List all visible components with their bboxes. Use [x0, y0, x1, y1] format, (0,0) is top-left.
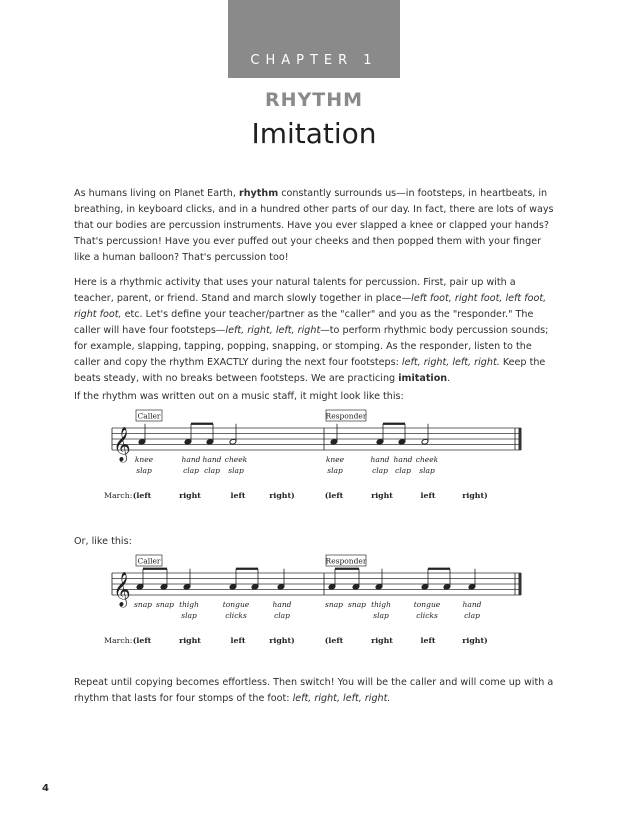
sound-label: snap [134, 600, 152, 609]
sound-label-line2: clap [183, 466, 199, 475]
text-run: As humans living on Planet Earth, [74, 188, 239, 199]
march-step: (left [324, 636, 344, 645]
rhythm-staff-example-2 [0, 553, 628, 663]
paragraph-staff-intro [74, 389, 558, 405]
chapter-label: CHAPTER 1 [250, 53, 378, 68]
march-step: right [371, 636, 393, 645]
page-number: 4 [42, 783, 49, 794]
treble-clef-icon: 𝄞 [113, 427, 131, 462]
sound-label: cheek [224, 455, 248, 464]
page-title: Imitation [251, 117, 377, 150]
sound-label: hand [272, 600, 292, 609]
sound-label-line2: slap [136, 466, 152, 475]
caller-label: Caller [137, 411, 161, 421]
sound-label-line2: slap [181, 611, 197, 620]
march-step: left [230, 491, 246, 500]
sound-label-line2: clap [395, 466, 411, 475]
responder-label: Responder [325, 411, 367, 421]
march-step: right [371, 491, 393, 500]
march-step: left [420, 491, 436, 500]
rhythm-staff-example-1 [0, 408, 628, 518]
treble-clef-icon: 𝄞 [113, 572, 131, 607]
text-run: left, right, left, right. [292, 693, 391, 704]
sound-label-line2: clap [204, 466, 220, 475]
sound-label: thigh [371, 600, 391, 609]
sound-label: snap [325, 600, 343, 609]
sound-label: tongue [222, 600, 250, 609]
sound-label: tongue [413, 600, 441, 609]
text-run: Repeat until copying becomes effortless. Then switch! You will be the caller and will come up with a rhythm that lasts for four stomps of the foot: [74, 677, 554, 704]
march-step: (left [132, 491, 152, 500]
paragraph-alternative [74, 534, 558, 550]
responder-label: Responder [325, 556, 367, 566]
text-run: —to perform rhythmic body percussion sounds; for example, slapping, tapping, popping, snapping, or stomping. As the responder, listen to the caller and copy the rhythm EXACTLY during the next four footsteps: [74, 325, 549, 368]
sound-label-line2: clicks [416, 611, 438, 620]
sound-label: hand [370, 455, 390, 464]
text-run: etc. Let's define your teacher/partner as the "caller" and you as the "responder." The caller will have four footsteps— [74, 309, 534, 336]
sound-label: hand [462, 600, 482, 609]
text-run: If the rhythm was written out on a music staff, it might look like this: [74, 391, 404, 402]
sound-label-line2: slap [419, 466, 435, 475]
march-step: right [179, 636, 201, 645]
paragraph-intro [74, 186, 558, 266]
march-step: right) [269, 636, 295, 645]
sound-label: hand [393, 455, 413, 464]
text-run: left, right, left, right. [401, 357, 500, 368]
paragraph-switch [74, 675, 558, 707]
sound-label: snap [348, 600, 366, 609]
sound-label: knee [325, 455, 345, 464]
text-run: Here is a rhythmic activity that uses your natural talents for percussion. First, pair up with a teacher, parent, or friend. Stand and march slowly together in place— [74, 277, 516, 304]
sound-label-line2: clap [274, 611, 290, 620]
march-step: left [230, 636, 246, 645]
sound-label: knee [134, 455, 154, 464]
march-step: (left [132, 636, 152, 645]
sound-label: hand [181, 455, 201, 464]
section-title: RHYTHM [264, 89, 364, 111]
sound-label-line2: clicks [225, 611, 247, 620]
sound-label-line2: clap [372, 466, 388, 475]
text-run: . [447, 373, 451, 384]
march-step: (left [324, 491, 344, 500]
sound-label-line2: slap [327, 466, 343, 475]
chapter-banner [228, 0, 400, 78]
text-run: left, right, left, right [225, 325, 321, 336]
text-run: Keep the beats steady, with no breaks between footsteps. We are practicing [74, 357, 546, 384]
sound-label: thigh [179, 600, 199, 609]
text-run: left foot, right foot, left foot, right foot, [74, 293, 547, 320]
caller-label: Caller [137, 556, 161, 566]
sound-label-line2: slap [228, 466, 244, 475]
text-run: rhythm [238, 188, 279, 199]
sound-label-line2: slap [373, 611, 389, 620]
march-step: left [420, 636, 436, 645]
march-step: right [179, 491, 201, 500]
text-run: constantly surrounds us—in footsteps, in heartbeats, in breathing, in keyboard clicks, and in a hundred other parts of our day. In fact, there are lots of ways that our bodies are percussion instruments. Have you ever slapped a knee or clapped your hands? That's percussion! Have you ever puffed out your cheeks and then popped them with your finger like a human balloon? That's percussion too! [74, 188, 554, 263]
march-step: right) [462, 636, 488, 645]
text-run: Or, like this: [74, 536, 132, 547]
text-run: imitation [398, 373, 448, 384]
march-label: March: [104, 491, 133, 500]
paragraph-activity [74, 275, 558, 387]
march-label: March: [104, 636, 133, 645]
sound-label-line2: clap [464, 611, 480, 620]
sound-label: snap [156, 600, 174, 609]
march-step: right) [269, 491, 295, 500]
march-step: right) [462, 491, 488, 500]
sound-label: cheek [415, 455, 439, 464]
sound-label: hand [202, 455, 222, 464]
